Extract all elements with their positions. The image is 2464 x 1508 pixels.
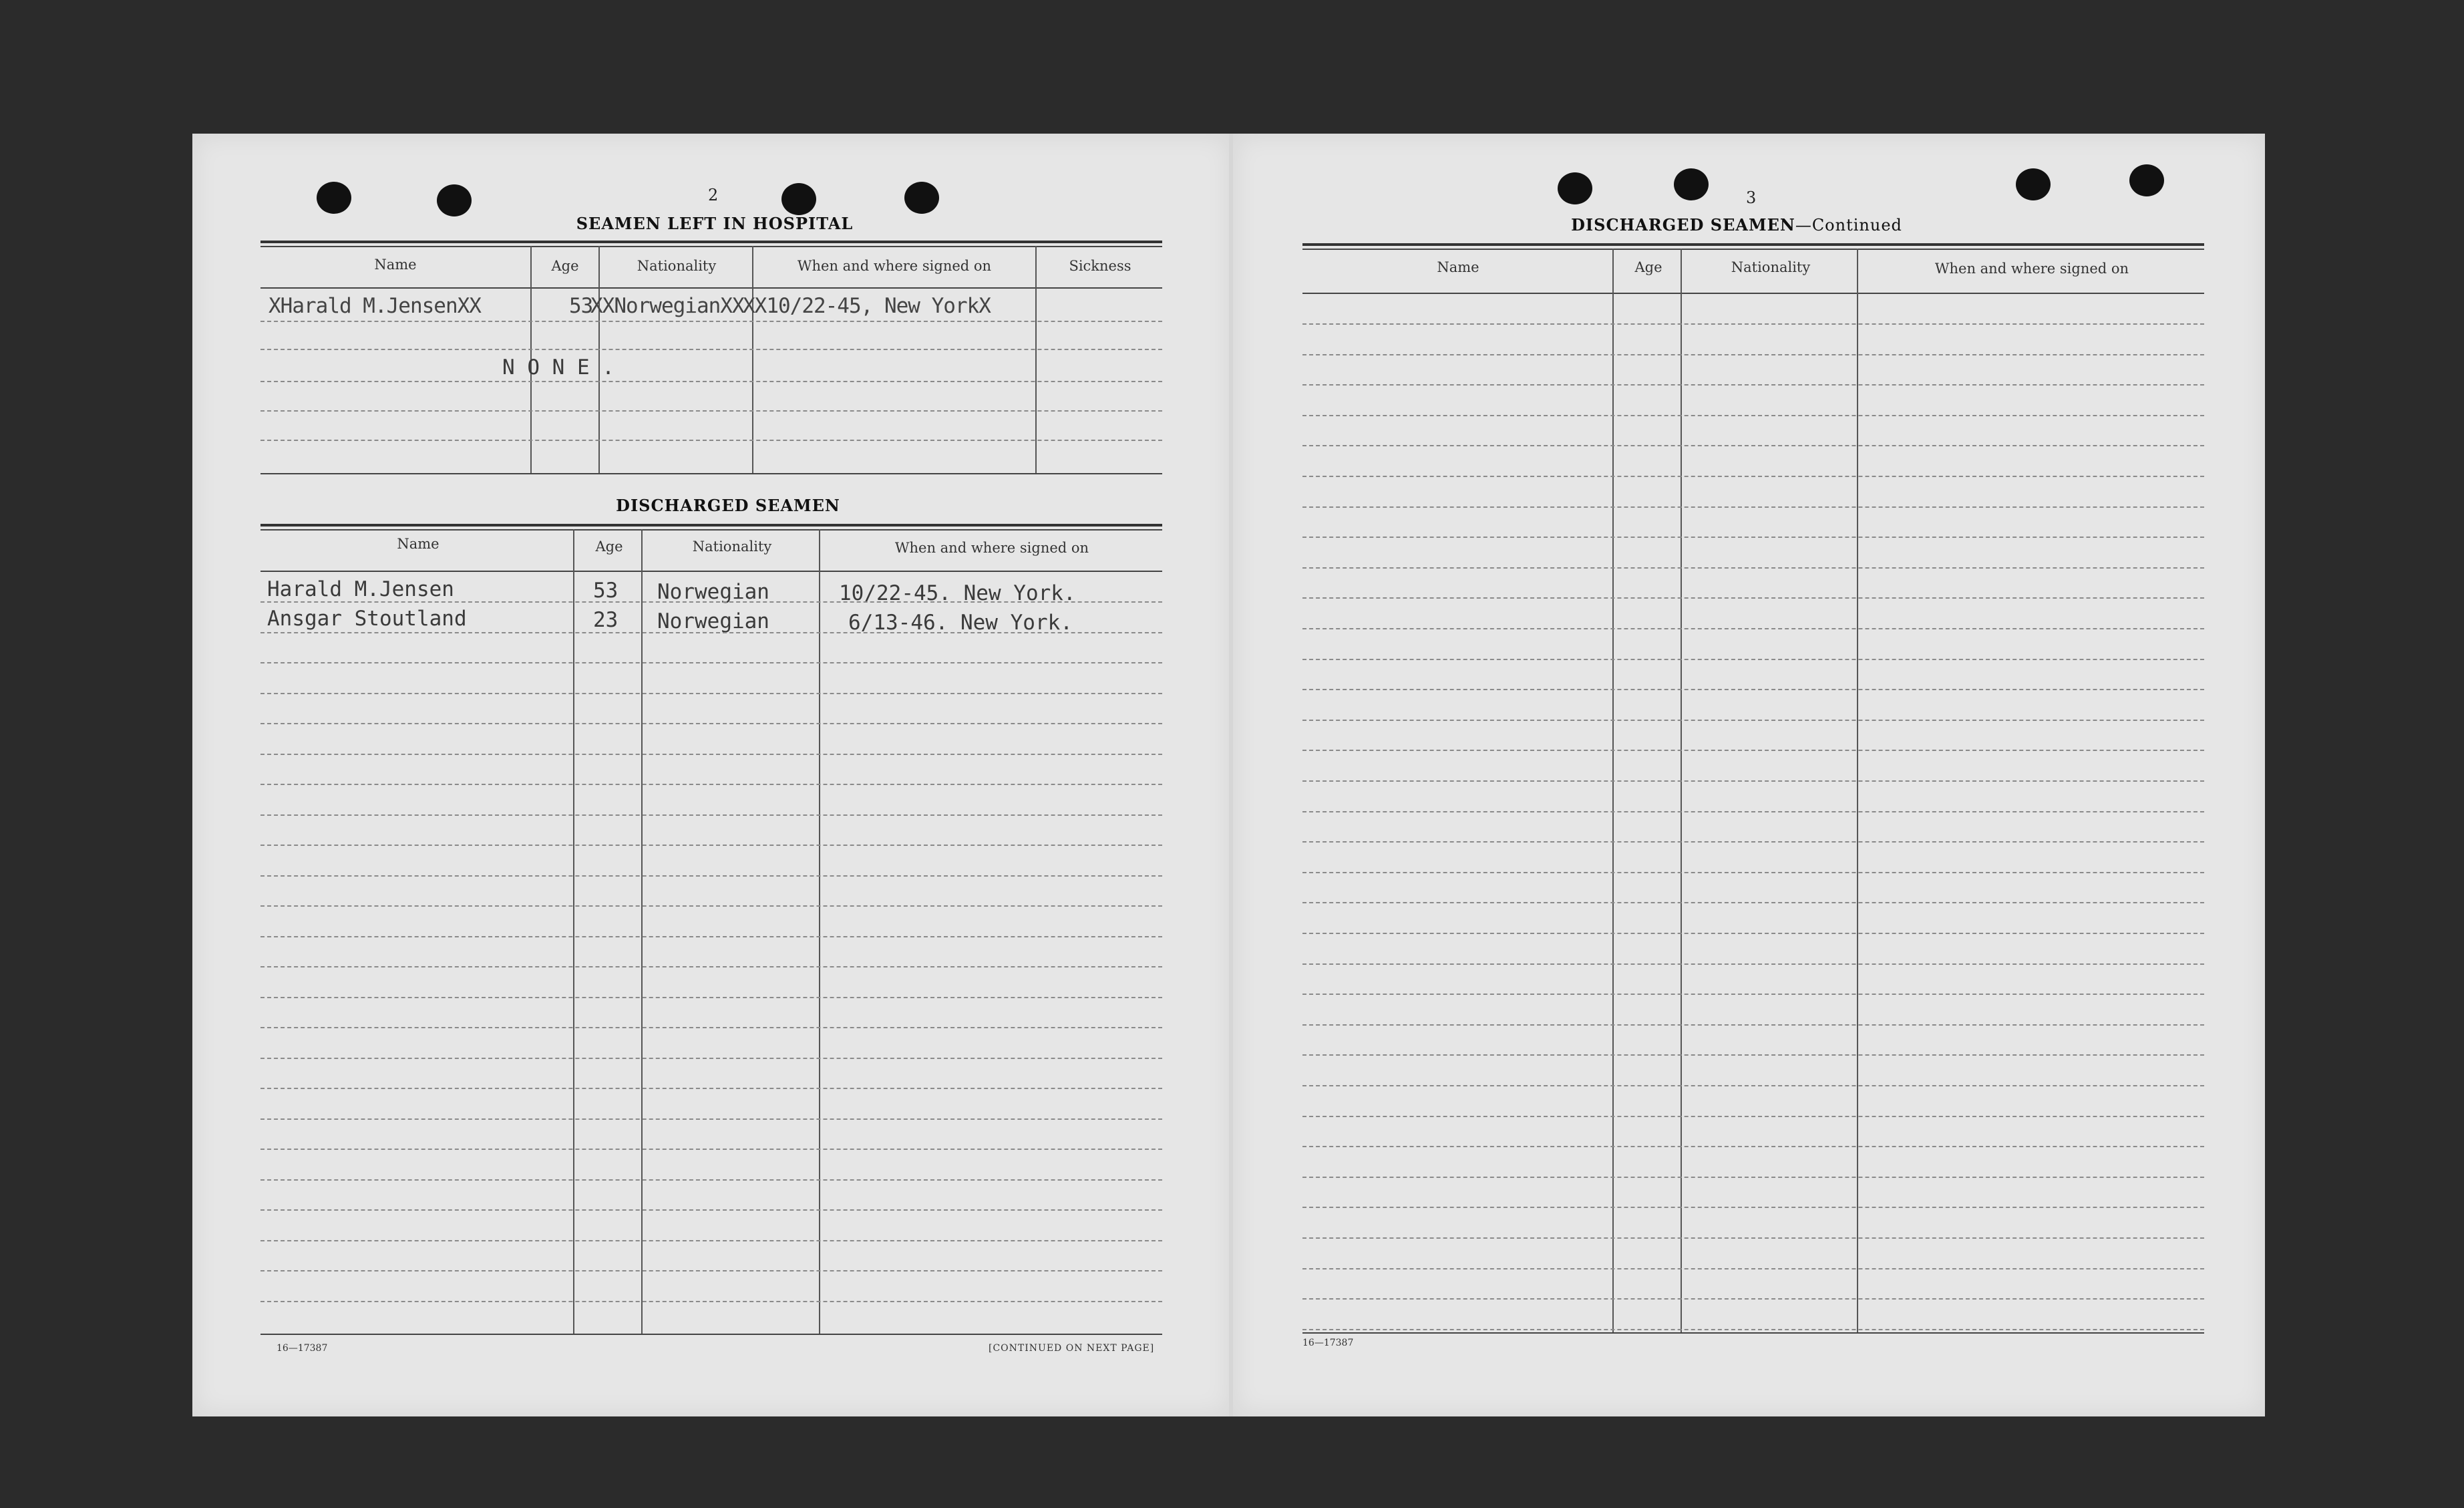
row-line [1302,994,2204,995]
row-line [1302,415,2204,416]
punch-hole [2129,164,2164,196]
row-line [260,1270,1162,1271]
punch-hole [1674,168,1709,200]
row-line [260,349,1162,350]
row-line [1302,811,2204,812]
column-header-signed-on: When and where signed on [894,540,1089,556]
row-line [1302,384,2204,386]
column-header-name: Name [1437,259,1479,275]
row-line [1302,1054,2204,1056]
column-divider [1612,249,1614,1332]
row-line [1302,1085,2204,1086]
struck-entry-nationality: XXNorwegianXX [590,294,744,318]
row-line [260,662,1162,663]
row-line [1302,567,2204,569]
header-underline [260,287,1162,289]
table-bottom-rule [260,1334,1162,1335]
row-line [260,784,1162,785]
row-line [260,632,1162,633]
discharged-row-2-nationality: Norwegian [657,609,769,633]
row-line [260,1209,1162,1211]
row-line [1302,445,2204,446]
row-line [260,845,1162,846]
row-line [260,905,1162,907]
discharged-row-2-name: Ansgar Stoutland [267,607,467,631]
row-line [1302,1329,2204,1330]
row-line [260,1088,1162,1089]
row-line [1302,476,2204,477]
column-divider [573,529,574,1334]
table-rule [260,241,1162,243]
punch-hole [437,184,472,216]
table-bottom-rule [260,473,1162,474]
row-line [260,936,1162,937]
row-line [1302,689,2204,690]
row-line [1302,750,2204,751]
table-rule [260,524,1162,526]
form-code: 16—17387 [1302,1338,1354,1348]
column-header-name: Name [397,536,439,552]
page-number: 2 [708,186,719,204]
row-line [260,601,1162,603]
row-line [1302,323,2204,325]
punch-hole [317,182,351,214]
discharged-row-1-signed-on: 10/22-45. New York. [839,581,1076,605]
column-header-age: Age [551,258,579,274]
column-header-sickness: Sickness [1069,258,1131,274]
table-rule [260,529,1162,531]
table-rule [260,246,1162,247]
punch-hole [1558,172,1592,204]
row-line [260,381,1162,382]
row-line [260,1027,1162,1028]
column-header-nationality: Nationality [637,258,717,274]
left-page [192,134,1232,1416]
column-divider [819,529,820,1334]
column-header-name: Name [374,257,417,273]
table-rule [1302,249,2204,250]
row-line [260,997,1162,998]
column-header-age: Age [595,539,623,555]
row-line [1302,537,2204,538]
column-header-signed-on: When and where signed on [1934,261,2129,277]
column-divider [641,529,643,1334]
row-line [1302,597,2204,599]
section-title-text: DISCHARGED SEAMEN [1571,215,1795,235]
row-line [260,321,1162,322]
row-line [1302,963,2204,965]
punch-hole [2016,168,2051,200]
row-line [260,440,1162,441]
table-bottom-rule [1302,1332,2204,1334]
discharged-continued-title [1563,215,1910,235]
row-line [1302,1024,2204,1026]
row-line [1302,933,2204,934]
right-page [1233,134,2265,1416]
column-divider [1857,249,1858,1332]
row-line [1302,628,2204,629]
struck-entry-name: XHarald M.JensenXX [269,294,481,318]
header-underline [260,571,1162,572]
row-line [260,1240,1162,1241]
row-line [260,1058,1162,1059]
discharged-row-1-age: 53 [593,579,619,603]
row-line [260,1149,1162,1150]
row-line [260,723,1162,724]
punch-hole [781,183,816,215]
row-line [260,875,1162,877]
row-line [1302,506,2204,508]
row-line [260,966,1162,967]
row-line [260,1118,1162,1120]
row-line [1302,720,2204,721]
page-number: 3 [1746,188,1757,207]
continued-note: [CONTINUED ON NEXT PAGE] [989,1343,1155,1354]
row-line [1302,1237,2204,1239]
row-line [260,410,1162,412]
table-rule [1302,243,2204,246]
column-divider [1035,246,1037,473]
struck-entry-signed-on: XX10/22-45, New YorkX [743,294,991,318]
row-line [260,693,1162,694]
form-code: 16—17387 [277,1343,328,1354]
column-header-nationality: Nationality [692,539,772,555]
column-header-age: Age [1634,259,1662,275]
row-line [260,814,1162,816]
none-note: N O N E . [502,355,614,380]
row-line [1302,354,2204,355]
discharged-row-1-name: Harald M.Jensen [267,577,454,601]
column-header-signed-on: When and where signed on [797,258,992,274]
row-line [1302,1146,2204,1147]
discharged-row-1-nationality: Norwegian [657,580,769,604]
hospital-section-title: SEAMEN LEFT IN HOSPITAL [576,214,854,233]
section-title-suffix: —Continued [1795,216,1902,235]
row-line [1302,872,2204,873]
row-line [1302,1207,2204,1208]
discharged-row-2-age: 23 [593,608,619,632]
row-line [1302,1268,2204,1269]
row-line [1302,841,2204,843]
column-divider [752,246,753,473]
column-divider [1681,249,1682,1332]
header-underline [1302,293,2204,294]
row-line [1302,659,2204,660]
row-line [1302,1177,2204,1178]
row-line [260,754,1162,755]
column-header-nationality: Nationality [1731,259,1811,275]
discharged-section-title: DISCHARGED SEAMEN [616,496,840,515]
row-line [260,1301,1162,1302]
struck-entry-age: 53 [569,294,593,318]
row-line [260,1179,1162,1181]
row-line [1302,902,2204,903]
row-line [1302,1298,2204,1300]
discharged-row-2-signed-on: 6/13-46. New York. [848,611,1073,635]
row-line [1302,1116,2204,1117]
row-line [1302,780,2204,782]
punch-hole [904,182,939,214]
